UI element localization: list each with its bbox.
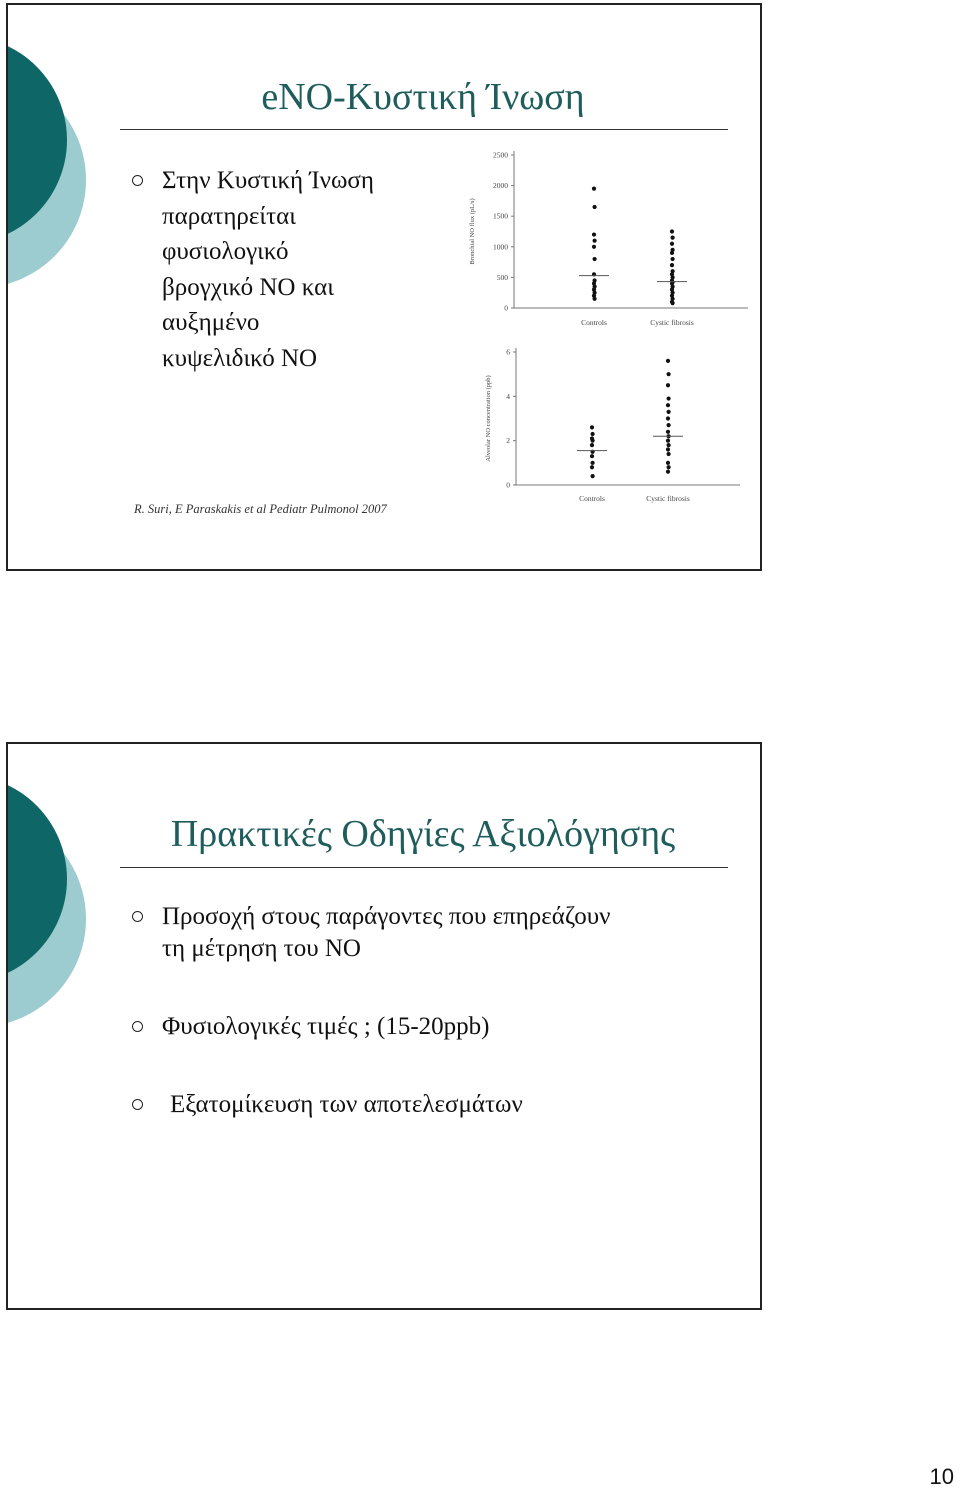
data-point bbox=[666, 383, 670, 387]
bullet-item bbox=[132, 901, 610, 965]
y-axis-label: Bronchial NO flux (pL/s) bbox=[469, 198, 476, 265]
bullet-line: τη μέτρηση του NO bbox=[162, 935, 361, 962]
circle-bullet-icon bbox=[132, 175, 143, 186]
data-point bbox=[666, 416, 670, 420]
data-point bbox=[667, 423, 671, 427]
circle-bullet-icon bbox=[132, 1021, 143, 1032]
y-tick-label: 2000 bbox=[493, 181, 508, 191]
circle-bullet-icon bbox=[132, 1099, 143, 1110]
bullet-line: βρογχικό NO και bbox=[162, 273, 334, 301]
data-point bbox=[592, 232, 596, 236]
y-tick-label: 0 bbox=[506, 480, 510, 490]
bronchial-no-chart bbox=[456, 145, 756, 330]
y-axis-label: Alveolar NO concentration (ppb) bbox=[485, 375, 492, 462]
data-point bbox=[667, 410, 671, 414]
data-point bbox=[667, 443, 671, 447]
data-point bbox=[670, 242, 674, 246]
slide-1-bullets bbox=[132, 163, 374, 376]
title-underline bbox=[120, 129, 728, 130]
data-point bbox=[671, 257, 675, 261]
data-point bbox=[593, 297, 597, 301]
data-point bbox=[591, 439, 595, 443]
data-point bbox=[593, 205, 597, 209]
bullet-line: κυψελιδικό NO bbox=[162, 344, 318, 372]
slide-2-decoration bbox=[8, 744, 98, 1064]
data-point bbox=[667, 465, 671, 469]
data-point bbox=[666, 461, 670, 465]
bullet-item bbox=[132, 1011, 610, 1043]
bullet-line: Προσοχή στους παράγοντες που επηρεάζουν bbox=[162, 903, 611, 930]
page-number: 10 bbox=[929, 1464, 954, 1489]
y-tick-label: 500 bbox=[496, 272, 508, 282]
data-point bbox=[593, 257, 597, 261]
y-tick-label: 1500 bbox=[493, 211, 508, 221]
data-point bbox=[590, 443, 594, 447]
bullet-item bbox=[132, 1089, 610, 1121]
data-point bbox=[592, 187, 596, 191]
data-point bbox=[591, 461, 595, 465]
category-label: Controls bbox=[579, 494, 605, 503]
slide-2-bullets bbox=[132, 901, 610, 1121]
bullet-line: αυξημένο bbox=[162, 309, 260, 336]
data-point bbox=[590, 454, 594, 458]
bullet-line: Στην Κυστική Ίνωση bbox=[162, 167, 374, 194]
y-tick-label: 6 bbox=[506, 347, 510, 357]
data-point bbox=[590, 465, 594, 469]
y-tick-label: 4 bbox=[506, 391, 510, 401]
data-point bbox=[591, 474, 595, 478]
title-underline bbox=[120, 867, 728, 868]
bullet-line: Φυσιολογικές τιμές ; (15-20ppb) bbox=[162, 1013, 490, 1040]
data-point bbox=[593, 239, 597, 243]
alveolar-no-chart bbox=[468, 340, 758, 505]
category-label: Cystic fibrosis bbox=[646, 494, 690, 503]
slide-1 bbox=[6, 3, 762, 571]
data-point bbox=[667, 452, 671, 456]
data-point bbox=[670, 229, 674, 233]
data-point bbox=[666, 470, 670, 474]
category-label: Controls bbox=[581, 318, 607, 327]
data-point bbox=[671, 236, 675, 240]
bullet-line: Εξατομίκευση των αποτελεσμάτων bbox=[170, 1091, 523, 1118]
circle-bullet-icon bbox=[132, 911, 143, 922]
bullet-line: παρατηρείται bbox=[162, 202, 296, 230]
slide-1-decoration bbox=[8, 5, 98, 325]
data-point bbox=[666, 403, 670, 407]
data-point bbox=[592, 245, 596, 249]
data-point bbox=[666, 447, 670, 451]
data-point bbox=[671, 301, 675, 305]
citation: R. Suri, E Paraskakis et al Pediatr Pulmonol 2007 bbox=[134, 502, 387, 516]
data-point bbox=[666, 430, 670, 434]
data-point bbox=[667, 372, 671, 376]
y-tick-label: 0 bbox=[504, 303, 508, 313]
y-tick-label: 1000 bbox=[493, 242, 508, 252]
y-tick-label: 2 bbox=[506, 436, 510, 446]
data-point bbox=[666, 359, 670, 363]
data-point bbox=[670, 263, 674, 267]
bullet-line: φυσιολογικό bbox=[162, 238, 289, 265]
category-label: Cystic fibrosis bbox=[650, 318, 694, 327]
data-point bbox=[670, 251, 674, 255]
data-point bbox=[666, 439, 670, 443]
data-point bbox=[591, 432, 595, 436]
bullet-item bbox=[132, 163, 374, 376]
data-point bbox=[590, 425, 594, 429]
y-tick-label: 2500 bbox=[493, 150, 508, 160]
slide-2-title: Πρακτικές Οδηγίες Αξιολόγησης bbox=[170, 813, 676, 855]
data-point bbox=[667, 396, 671, 400]
slide-1-title: eNO-Κυστική Ίνωση bbox=[261, 76, 585, 118]
slide-2 bbox=[6, 742, 762, 1310]
